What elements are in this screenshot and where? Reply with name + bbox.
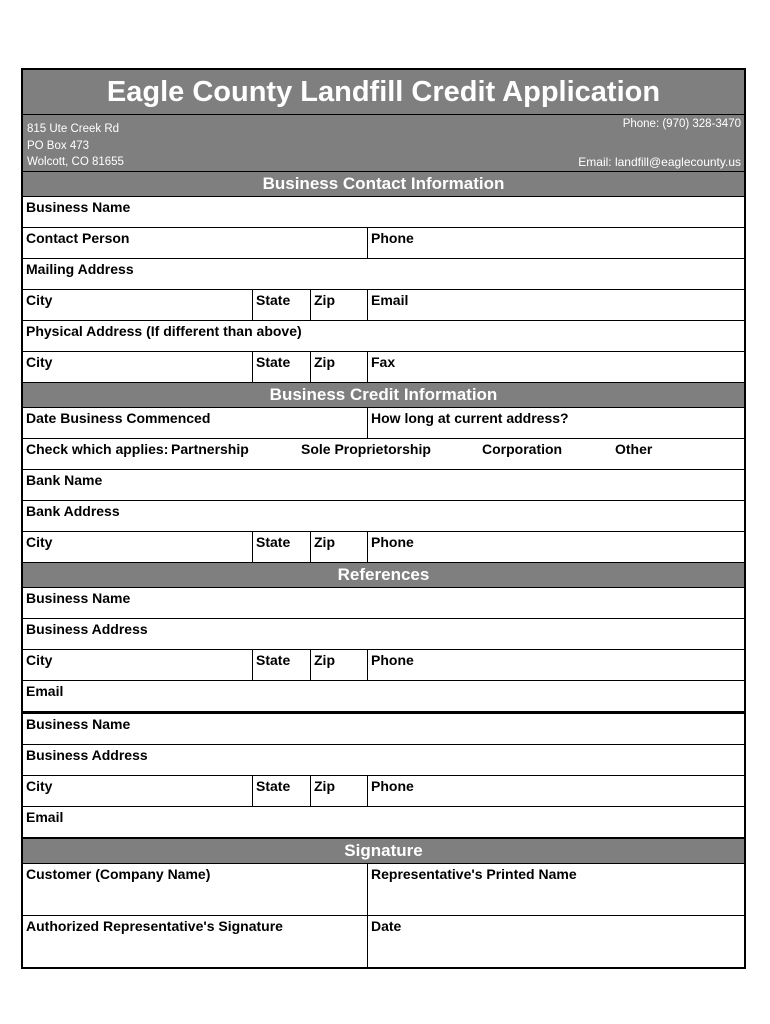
physical-address-field[interactable]: Physical Address (If different than above) — [26, 323, 302, 339]
rep-printed-name-field[interactable]: Representative's Printed Name — [371, 866, 577, 882]
ref2-phone-field[interactable]: Phone — [371, 778, 414, 794]
row-ref1-business-name — [23, 588, 744, 619]
section-business-credit: Business Credit Information — [23, 382, 744, 408]
option-partnership[interactable]: Partnership — [171, 441, 249, 457]
fax-field[interactable]: Fax — [371, 354, 396, 370]
row-business-type — [23, 439, 744, 470]
row-ref2-email — [23, 807, 744, 837]
row-mailing-address — [23, 259, 744, 290]
contact-phone-field[interactable]: Phone — [371, 230, 414, 246]
ref2-business-address-field[interactable]: Business Address — [26, 747, 148, 763]
ref2-business-name-field[interactable]: Business Name — [26, 716, 131, 732]
row-business-name — [23, 197, 744, 228]
bank-name-field[interactable]: Bank Name — [26, 472, 103, 488]
ref1-business-name-field[interactable]: Business Name — [26, 590, 131, 606]
ref1-city-field[interactable]: City — [23, 650, 253, 680]
bank-state-field[interactable]: State — [253, 532, 311, 562]
mailing-city-field[interactable]: City — [23, 290, 253, 320]
row-mailing-city — [23, 290, 744, 321]
ref1-phone-field[interactable]: Phone — [371, 652, 414, 668]
row-ref1-business-address — [23, 619, 744, 650]
row-ref2-city — [23, 776, 744, 807]
physical-state-field[interactable]: State — [253, 352, 311, 382]
contact-email-field[interactable]: Email — [371, 292, 409, 308]
mailing-address-field[interactable]: Mailing Address — [26, 261, 134, 277]
row-customer — [23, 864, 744, 916]
physical-zip-field[interactable]: Zip — [311, 352, 368, 382]
ref2-city-field[interactable]: City — [23, 776, 253, 806]
row-physical-address — [23, 321, 744, 352]
option-other[interactable]: Other — [615, 441, 653, 457]
address-line-2: PO Box 473 — [27, 139, 90, 152]
credit-application-form — [21, 68, 746, 969]
bank-address-field[interactable]: Bank Address — [26, 503, 120, 519]
landfill-address — [27, 121, 124, 171]
row-physical-city — [23, 352, 744, 382]
business-name-field[interactable]: Business Name — [26, 199, 131, 215]
bank-city-field[interactable]: City — [23, 532, 253, 562]
row-ref2-business-address — [23, 745, 744, 776]
how-long-field[interactable]: How long at current address? — [371, 410, 569, 426]
section-signature: Signature — [23, 837, 744, 864]
row-date-commenced — [23, 408, 744, 439]
option-sole-proprietorship[interactable]: Sole Proprietorship — [301, 441, 431, 457]
mailing-state-field[interactable]: State — [253, 290, 311, 320]
ref2-email-field[interactable]: Email — [26, 809, 64, 825]
section-references: References — [23, 562, 744, 588]
row-ref1-email — [23, 681, 744, 712]
row-authorization — [23, 916, 744, 967]
row-ref1-city — [23, 650, 744, 681]
check-which-label: Check which applies: — [26, 441, 169, 457]
address-line-1: 815 Ute Creek Rd — [27, 123, 120, 135]
row-bank-name — [23, 470, 744, 501]
landfill-email: Email: landfill@eaglecounty.us — [578, 155, 741, 169]
business-type-options — [23, 439, 744, 469]
row-ref2-business-name — [23, 712, 744, 745]
date-commenced-field[interactable]: Date Business Commenced — [23, 408, 368, 438]
section-business-contact: Business Contact Information — [23, 172, 744, 197]
option-corporation[interactable]: Corporation — [482, 441, 563, 457]
row-bank-city — [23, 532, 744, 562]
ref1-state-field[interactable]: State — [253, 650, 311, 680]
authorized-signature-field[interactable]: Authorized Representative's Signature — [23, 916, 368, 967]
date-field[interactable]: Date — [371, 918, 402, 934]
header-info — [23, 115, 744, 172]
customer-company-field[interactable]: Customer (Company Name) — [23, 864, 368, 915]
ref1-email-field[interactable]: Email — [26, 683, 64, 699]
physical-city-field[interactable]: City — [23, 352, 253, 382]
bank-phone-field[interactable]: Phone — [371, 534, 414, 550]
ref1-zip-field[interactable]: Zip — [311, 650, 368, 680]
mailing-zip-field[interactable]: Zip — [311, 290, 368, 320]
ref2-state-field[interactable]: State — [253, 776, 311, 806]
bank-zip-field[interactable]: Zip — [311, 532, 368, 562]
address-line-3: Wolcott, CO 81655 — [27, 156, 124, 168]
ref2-zip-field[interactable]: Zip — [311, 776, 368, 806]
ref1-business-address-field[interactable]: Business Address — [26, 621, 148, 637]
landfill-phone: Phone: (970) 328-3470 — [622, 118, 741, 130]
contact-person-field[interactable]: Contact Person — [23, 228, 368, 258]
row-contact-person — [23, 228, 744, 259]
form-title: Eagle County Landfill Credit Application — [23, 70, 744, 115]
row-bank-address — [23, 501, 744, 532]
